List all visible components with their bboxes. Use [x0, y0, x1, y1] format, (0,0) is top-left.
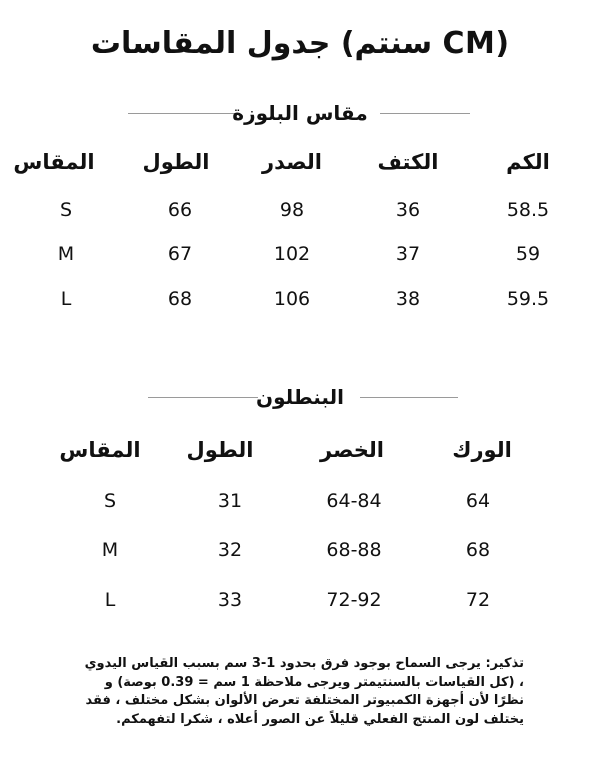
table-cell: 98 [279, 199, 305, 221]
table-cell: 64-84 [326, 490, 382, 512]
table-cell: 37 [395, 243, 421, 265]
pants-heading: البنطلون [256, 385, 344, 409]
table-cell: L [60, 288, 72, 310]
blouse-heading: مقاس البلوزة [232, 101, 368, 125]
header-length: الطول [186, 438, 254, 462]
header-hip: الورك [452, 438, 512, 462]
table-cell: 36 [395, 199, 421, 221]
header-chest: الصدر [262, 150, 322, 174]
page-title: جدول المقاسات (سنتم CM) [90, 26, 510, 61]
table-cell: 66 [167, 199, 193, 221]
header-length: الطول [142, 150, 210, 174]
table-cell: 67 [167, 243, 193, 265]
blouse-section-header [0, 98, 600, 128]
table-cell: 68 [167, 288, 193, 310]
header-shoulder: الكتف [377, 150, 439, 174]
header-size: المقاس [59, 438, 141, 462]
table-cell: 59 [515, 243, 541, 265]
header-sleeve: الكم [506, 150, 550, 174]
table-cell: 68 [465, 539, 491, 561]
table-cell: M [101, 539, 119, 561]
table-cell: 68-88 [326, 539, 382, 561]
table-cell: 31 [217, 490, 243, 512]
table-cell: 59.5 [506, 288, 550, 310]
pants-section-header [0, 382, 600, 412]
table-cell: M [57, 243, 75, 265]
table-cell: 33 [217, 589, 243, 611]
header-size: المقاس [13, 150, 95, 174]
table-cell: 72-92 [326, 589, 382, 611]
table-cell: L [104, 589, 116, 611]
header-waist: الخصر [320, 438, 384, 462]
table-cell: 106 [273, 288, 311, 310]
measurement-note: تذكير: يرجى السماح بوجود فرق بحدود 1-3 سم بسبب القياس اليدوي ، (كل القياسات بالسنتيمتر ويرجى ملاحظة 1 سم = 0.39 بوصة) و نظرًا لأن أجهزة الكمبيوتر المختلفة تعرض الألوان بشكل مختلف ، فقد يختلف لون المنتج الفعلي قليلاً عن الصور أعلاه ، شكرا لتفهمكم. [84, 656, 524, 727]
table-cell: S [59, 199, 73, 221]
table-cell: S [103, 490, 117, 512]
table-cell: 102 [273, 243, 311, 265]
table-cell: 58.5 [506, 199, 550, 221]
table-cell: 38 [395, 288, 421, 310]
table-cell: 72 [465, 589, 491, 611]
table-cell: 32 [217, 539, 243, 561]
table-cell: 64 [465, 490, 491, 512]
